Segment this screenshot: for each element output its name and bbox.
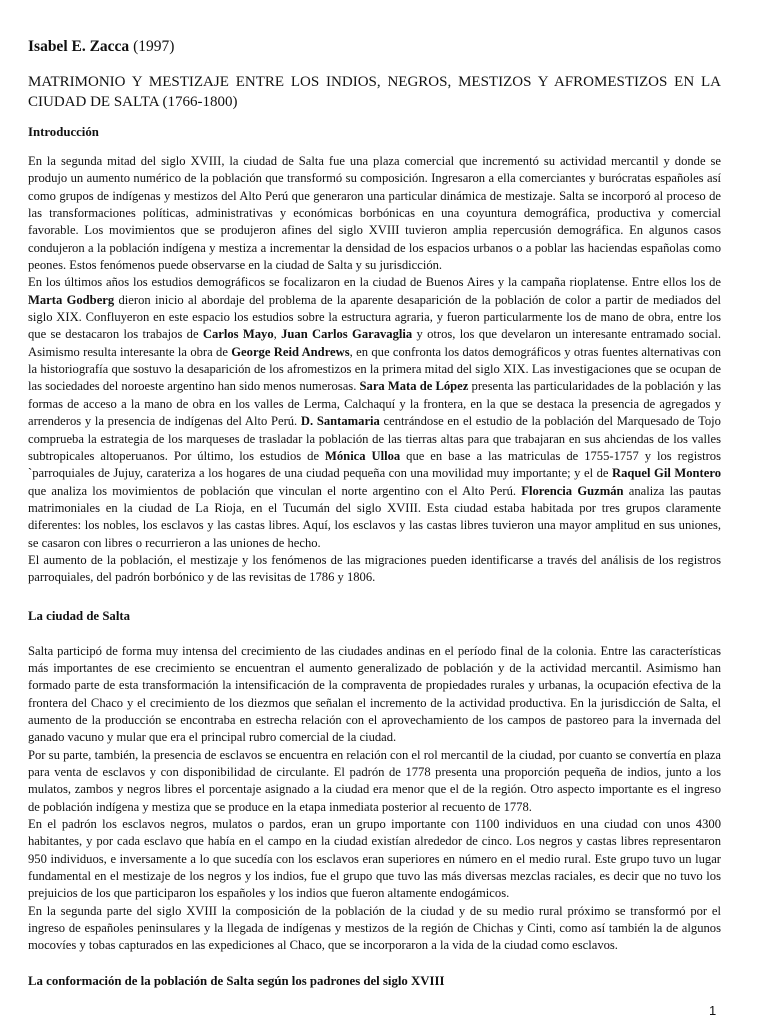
text-run: analiza las pautas matrimoniales en la ciudad de La Rioja, en el Tucumán del siglo XVIII. Esta ciudad estaba habitada por tres grupos claramente diferentes: los nobles, los esclavos y las castas libres. Aquí, los esclavos y las castas libres tuvieron una mayor amplitud en sus uniones, se casaron con libres o recurrieron a las uniones de hecho. xyxy=(28,483,722,550)
text-run: En el padrón los esclavos negros, mulatos o pardos, eran un grupo importante con 1100 individuos en una ciudad con unos 4300 habitantes, y por cada esclavo que había en el campo en la ciudad existían alrededor de cinco. Los negros y castas libres representaron 950 individuos, e inversamente a lo que sucedía con los esclavos eran superiores en número en el medio rural. Este grupo tuvo un lugar fundamental en el mestizaje de los negros y los indios, fue el grupo que tuvo las más diversas mezclas raciales, es decir que no tuvo los prejuicios de los que participaron los españoles y los indios que fueron altamente endogámicos. xyxy=(28,817,721,901)
paragraph xyxy=(28,903,721,955)
paragraph xyxy=(28,747,721,816)
text-run: , xyxy=(273,327,282,342)
paragraph xyxy=(28,816,721,903)
text-run: En la segunda mitad del siglo XVIII, la ciudad de Salta fue una plaza comercial que incrementó su actividad mercantil y donde se produjo un aumento numérico de la población que transformó su composición. Ingresaron a ella comerciantes y burócratas españoles así como grupos de indígenas y mestizos del Alto Perú que generaron una particular dinámica de mestizaje. Salta se incorporó al proceso de las transformaciones políticas, administrativas y económicas borbónicas en una coyuntura demográfica, productiva y comercial favorable. Los movimientos que se produjeron afines del siglo XVIII tuvieron amplia repercusión demográfica. En algunos casos condujeron a la población indígena y mestiza a incrementar la densidad de los espacios urbanos o a poblar las haciendas españolas como peones. Estos fenómenos puede observarse en la ciudad de Salta y su jurisdicción. xyxy=(28,154,721,273)
author-name: Isabel E. Zacca xyxy=(28,38,130,55)
text-run: En la segunda parte del siglo XVIII la composición de la población de la ciudad y de su medio rural próximo se transformó por el ingreso de españoles peninsulares y la llegada de indígenas y mestizos de la región de Chichas y Cinti, como así también la de algunos mocovíes y tobas capturados en las expediciones al Chaco, que se incorporaron a la vida de la ciudad como esclavos. xyxy=(28,903,721,953)
cited-author: Marta Godberg xyxy=(28,292,115,307)
text-run: que analiza los movimientos de población que vinculan el norte argentino con el Alto Perú. xyxy=(28,483,522,498)
author-line xyxy=(28,38,721,56)
cited-author: Mónica Ulloa xyxy=(325,448,401,463)
page-number: 1 xyxy=(709,1003,717,1018)
cited-author: Sara Mata de López xyxy=(359,379,469,394)
cited-author: Raquel Gil Montero xyxy=(612,466,721,481)
cited-author: Carlos Mayo xyxy=(202,327,274,342)
text-run: presenta las particularidades de la población y las formas de acceso a la mano de obra en los valles de Lerma, Calchaquí y la frontera, en la que se destaca la presencia de agregados y arrenderos y la presencia de indígenas del Alto Perú. xyxy=(28,379,721,429)
document-title: MATRIMONIO Y MESTIZAJE ENTRE LOS INDIOS, NEGROS, MESTIZOS Y AFROMESTIZOS EN LA CIUDAD DE SALTA (1766-1800) xyxy=(28,74,721,110)
section-heading-introduccion: Introducción xyxy=(28,125,99,139)
section-heading-ciudad-de-salta: La ciudad de Salta xyxy=(28,608,131,623)
text-run: y otros, los que develaron un interesante entramado social. Asimismo resulta interesante la obra de xyxy=(28,327,721,359)
text-run: Salta participó de forma muy intensa del crecimiento de las ciudades andinas en el período final de la colonia. Entre las características más importantes de ese crecimiento se encuentran el aumento generalizado de población y de la actividad mercantil. Asimismo han formado parte de esta transformación la intensificación de la compraventa de propiedades rurales y urbanas, la ocupación efectiva de la frontera del Chaco y el crecimiento de los diezmos que señalan el incremento de la actividad productiva. En la jurisdicción de Salta, el aumento de la producción se encontraba en estrecha relación con el aprovechamiento de los campos de pastoreo para la invernada del ganado vacuno y mular que era el principal rubro comercial de la ciudad. xyxy=(28,643,721,745)
paragraph xyxy=(28,552,721,587)
text-run: En los últimos años los estudios demográficos se focalizaron en la ciudad de Buenos Aires y la campaña rioplatense. Entre ellos los de xyxy=(28,275,721,290)
section-heading-conformacion-poblacion: La conformación de la población de Salta según los padrones del siglo XVIII xyxy=(28,973,445,988)
text-run: que en base a las matriculas de 1755-1757 y los registros `parroquiales de Jujuy, carateriza a los hogares de una ciudad pequeña con una movilidad muy importante; y el de xyxy=(28,448,721,481)
cited-author: D. Santamaria xyxy=(300,414,380,429)
paragraph xyxy=(28,274,721,552)
text-run: , en que confronta los datos demográficos y otras fuentes alternativas con la historiografía que sostuvo la desaparición de los afromestizos en la primera mitad del siglo XIX. Las investigaciones que se ocupan de las sociedades del noroeste argentino han sido menos numerosas. xyxy=(28,344,721,394)
cited-author: Juan Carlos Garavaglia xyxy=(281,327,413,342)
document-body xyxy=(28,38,721,990)
text-run: El aumento de la población, el mestizaje y los fenómenos de las migraciones pueden identificarse a través del análisis de los registros parroquiales, del padrón borbónico y de las revisitas de 1786 y 1806. xyxy=(28,552,721,585)
cited-author: Florencia Guzmán xyxy=(521,483,624,498)
paragraph xyxy=(28,643,721,747)
text-run: centrándose en el estudio de la población del Marquesado de Tojo comprueba la estrategia de los marqueses de trasladar la población de las tierras altas para que trabajaran en sus ahciendas de los valles subtropicales altoperuanos. Por último, los estudios de xyxy=(28,414,721,463)
text-run: Por su parte, también, la presencia de esclavos se encuentra en relación con el rol mercantil de la ciudad, por cuanto se convertía en plaza para venta de esclavos y con disponibilidad de circulante. El padrón de 1778 presenta una proporción pequeña de indios, junto a los mulatos, zambos y negros libres el porcentaje asignado a la ciudad era menor que el de la región. Otro aspecto importante es el ingreso de población indígena y mestiza que se produce en la etapa inmediata posterior al recuento de 1778. xyxy=(28,747,721,814)
publication-year: (1997) xyxy=(133,38,175,55)
cited-author: George Reid Andrews xyxy=(231,344,350,359)
paragraph xyxy=(28,153,721,274)
text-run: dieron inicio al abordaje del problema de la aparente desaparición de la población de color a partir de mediados del siglo XIX. Confluyeron en este espacio los estudios sobre la estructura agraria, y fueron particularmente los de mano de obra, entre los que se destacaron los trabajos de xyxy=(28,292,721,342)
